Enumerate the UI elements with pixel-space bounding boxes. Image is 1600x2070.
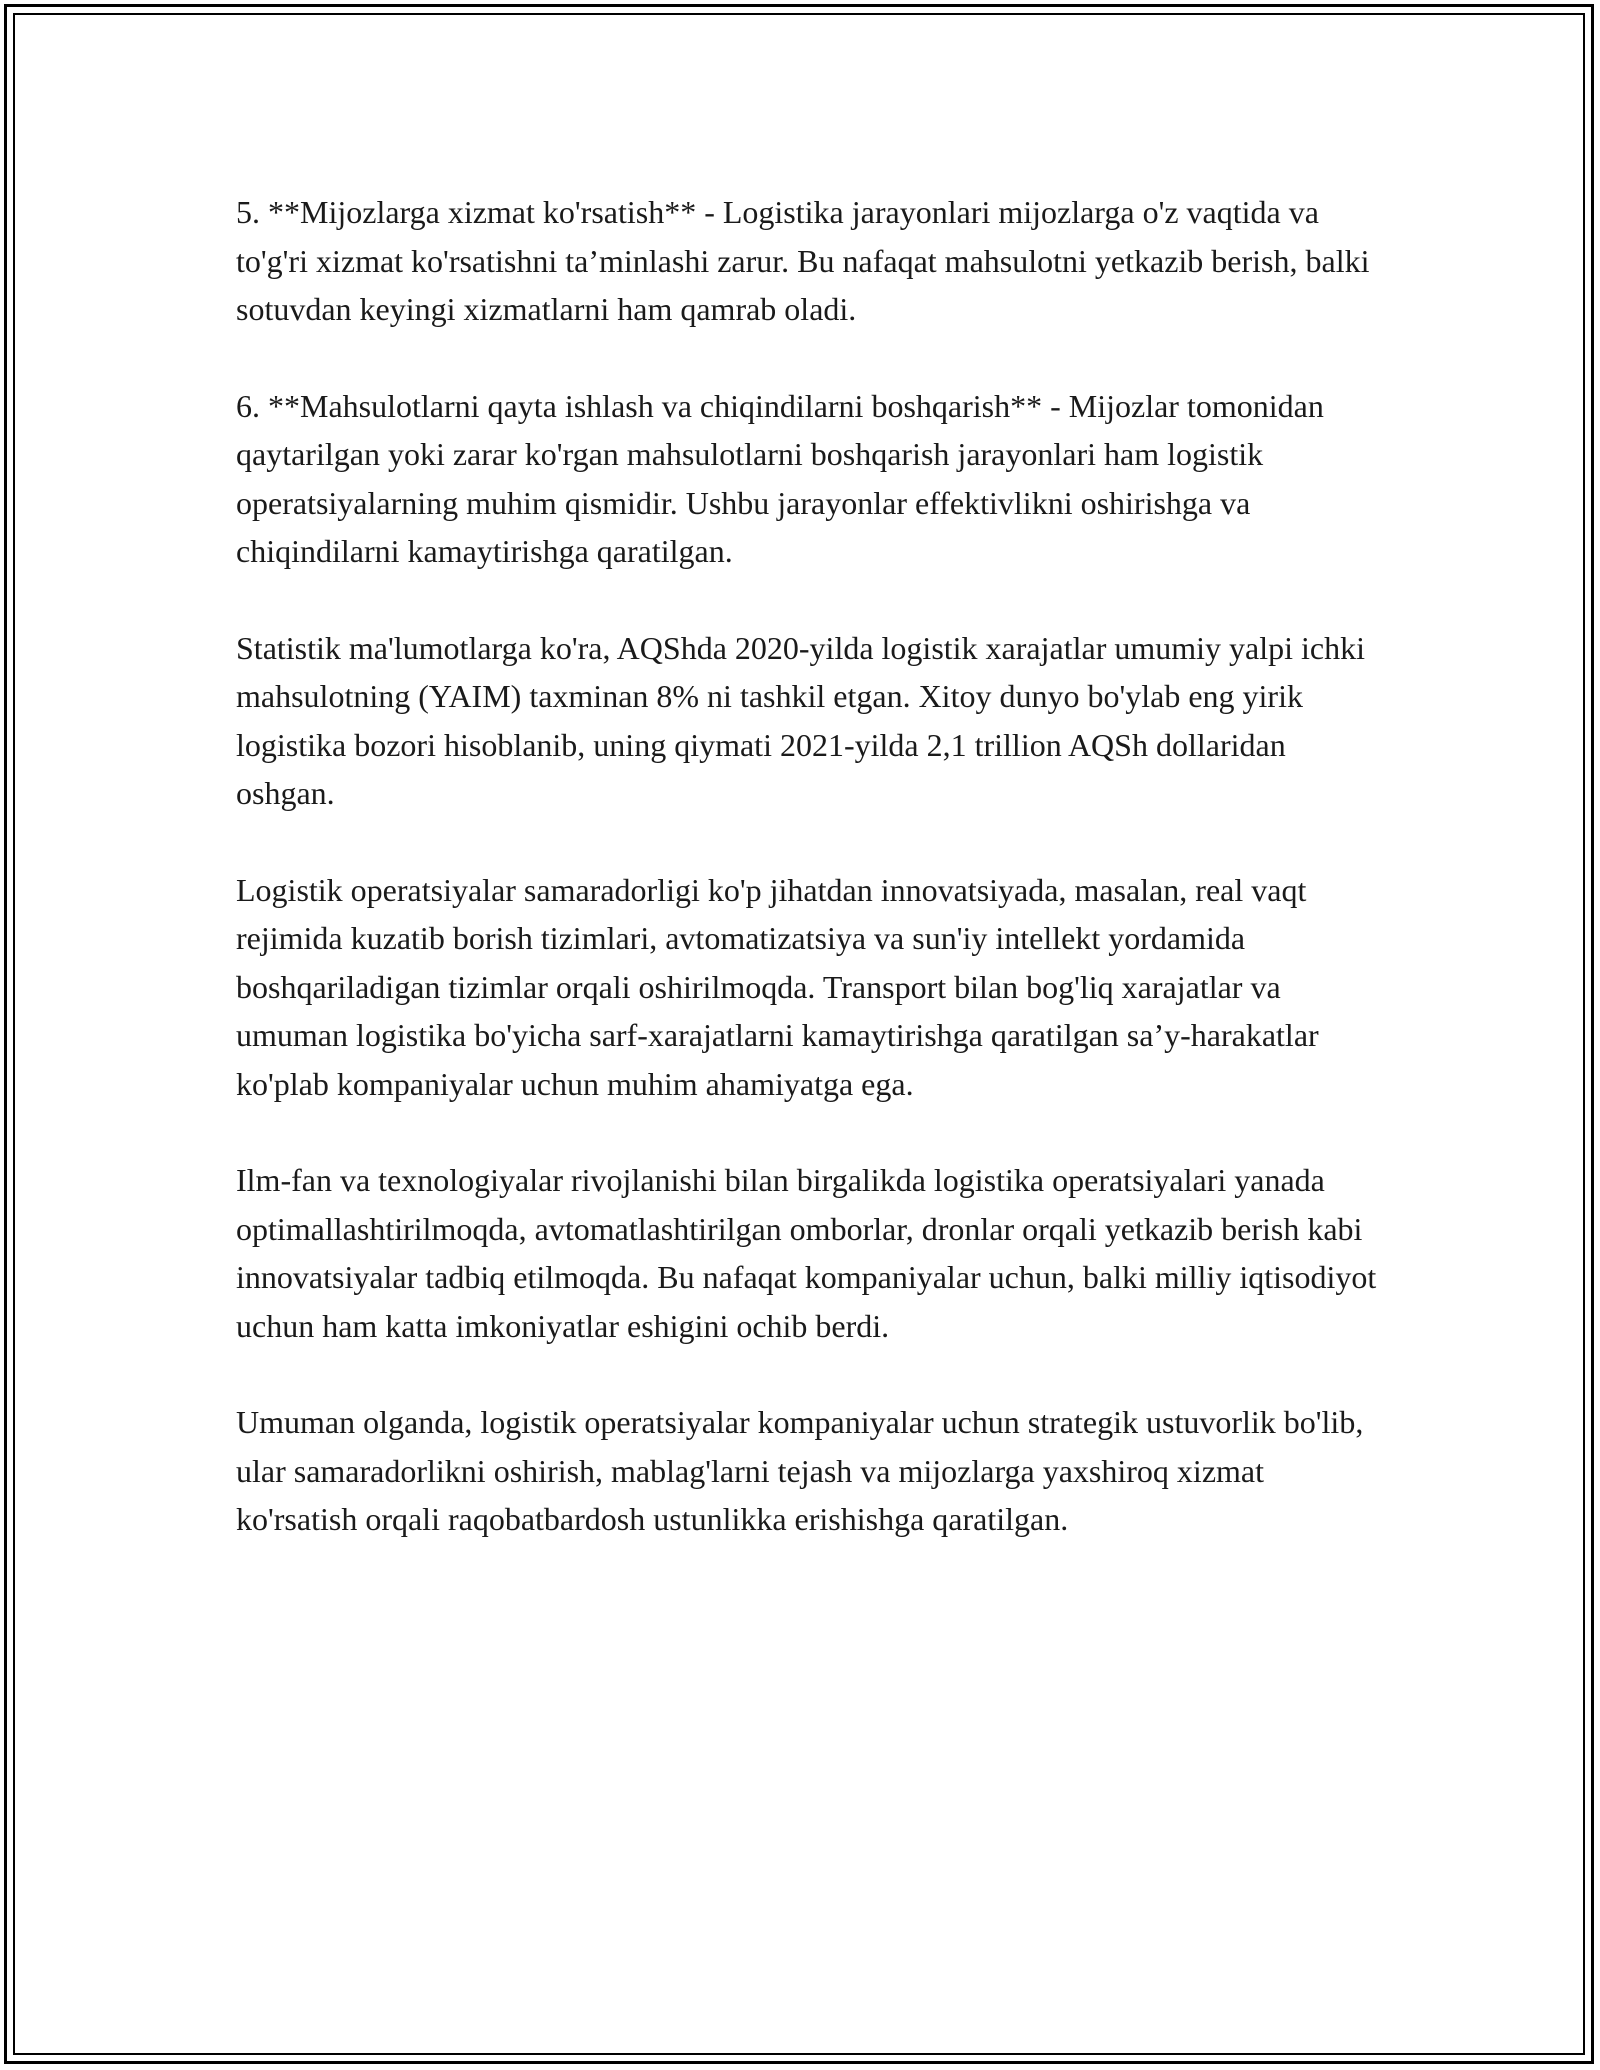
paragraph-science-technology: Ilm-fan va texnologiyalar rivojlanishi bilan birgalikda logistika operatsiyalari yanada optimallashtirilmoqda, avtomatlashtirilgan omborlar, dronlar orqali yetkazib berish kabi innovatsiyalar tadbiq etilmoqda. Bu nafaqat kompaniyalar uchun, balki milliy iqtisodiyot uchun ham katta imkoniyatlar eshigini ochib berdi.: [236, 1162, 1377, 1344]
paragraph-customer-service: 5. **Mijozlarga xizmat ko'rsatish** - Logistika jarayonlari mijozlarga o'z vaqtida va to'g'ri xizmat ko'rsatishni ta’minlashi zarur. Bu nafaqat mahsulotni yetkazib berish, balki sotuvdan keyingi xizmatlarni ham qamrab oladi.: [236, 194, 1370, 327]
document-body: [236, 188, 1386, 1592]
paragraph-innovation-efficiency: Logistik operatsiyalar samaradorligi ko'p jihatdan innovatsiyada, masalan, real vaqt rejimida kuzatib borish tizimlari, avtomatizatsiya va sun'iy intellekt yordamida boshqariladigan tizimlar orqali oshirilmoqda. Transport bilan bog'liq xarajatlar va umuman logistika bo'yicha sarf-xarajatlarni kamaytirishga qaratilgan sa’y-harakatlar ko'plab kompaniyalar uchun muhim ahamiyatga ega.: [236, 871, 1319, 1102]
paragraph-returns-waste-management: 6. **Mahsulotlarni qayta ishlash va chiqindilarni boshqarish** - Mijozlar tomonidan qaytarilgan yoki zarar ko'rgan mahsulotlarni boshqarish jarayonlari ham logistik operatsiyalarning muhim qismidir. Ushbu jarayonlar effektivlikni oshirishga va chiqindilarni kamaytirishga qaratilgan.: [236, 387, 1324, 569]
paragraph-conclusion: Umuman olganda, logistik operatsiyalar kompaniyalar uchun strategik ustuvorlik bo'lib, ular samaradorlikni oshirish, mablag'larni tejash va mijozlarga yaxshiroq xizmat ko'rsatish orqali raqobatbardosh ustunlikka erishishga qaratilgan.: [236, 1404, 1364, 1537]
paragraph-statistics: Statistik ma'lumotlarga ko'ra, AQShda 2020-yilda logistik xarajatlar umumiy yalpi ichki mahsulotning (YAIM) taxminan 8% ni tashkil etgan. Xitoy dunyo bo'ylab eng yirik logistika bozori hisoblanib, uning qiymati 2021-yilda 2,1 trillion AQSh dollaridan oshgan.: [236, 629, 1365, 811]
